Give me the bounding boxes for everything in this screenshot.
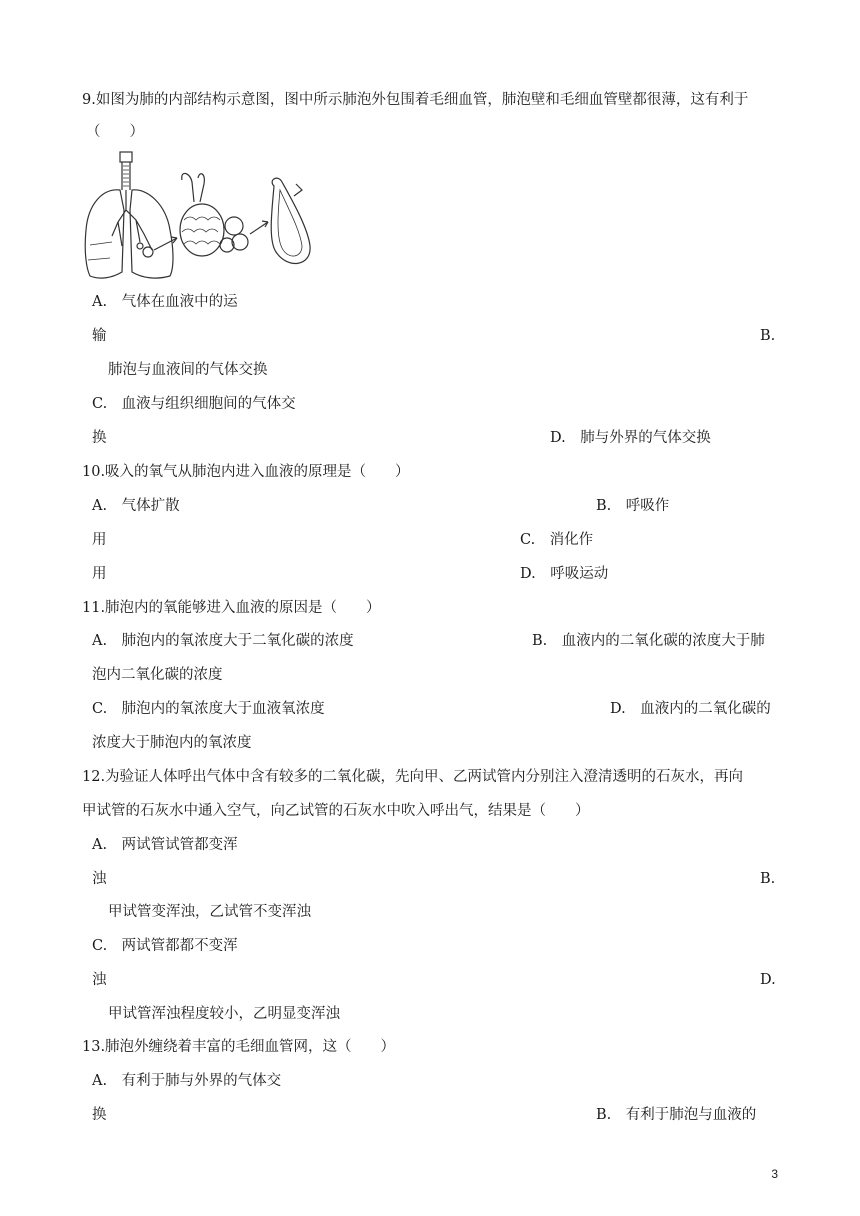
q11-option-b: B. 血液内的二氧化碳的浓度大于肺 [532,633,765,649]
q9-option-d: D. 肺与外界的气体交换 [550,430,711,446]
q11-option-a: A. 肺泡内的氧浓度大于二氧化碳的浓度 [92,633,354,649]
q13-stem: 13.肺泡外缠绕着丰富的毛细血管网，这（ ） [82,1039,396,1055]
q9-stem-line1: 9.如图为肺的内部结构示意图，图中所示肺泡外包围着毛细血管，肺泡壁和毛细血管壁都很薄，这有利于 [82,92,749,108]
q10-option-b: B. 呼吸作 [596,498,670,514]
lung-structure-figure [82,150,322,285]
q12-option-b-text: 甲试管变浑浊，乙试管不变浑浊 [108,904,311,920]
q10-option-c-continued: 用 [92,566,107,582]
q10-option-a: A. 气体扩散 [92,498,180,514]
q13-option-b: B. 有利于肺泡与血液的 [596,1107,757,1123]
q9-option-a-part2: 输 [92,328,107,344]
q10-option-c: C. 消化作 [520,532,594,548]
q10-option-b-continued: 用 [92,532,107,548]
page-number: 3 [771,1167,778,1181]
q11-option-d-continued: 浓度大于肺泡内的氧浓度 [92,735,252,751]
q13-option-a-part1: A. 有利于肺与外界的气体交 [92,1073,282,1089]
q12-option-b-label: B. [760,871,776,887]
q12-option-d-text: 甲试管浑浊程度较小，乙明显变浑浊 [108,1006,340,1022]
q9-option-b-label: B. [760,328,776,344]
q10-stem: 10.吸入的氧气从肺泡内进入血液的原理是（ ） [82,464,410,480]
q9-option-c-part1: C. 血液与组织细胞间的气体交 [92,396,296,412]
q9-option-a-part1: A. 气体在血液中的运 [92,294,238,310]
q12-stem-line1: 12.为验证人体呼出气体中含有较多的二氧化碳，先向甲、乙两试管内分别注入澄清透明的石灰水，再向 [82,769,744,785]
q12-option-d-label: D. [760,972,776,988]
q11-option-b-continued: 泡内二氧化碳的浓度 [92,667,223,683]
q12-stem-line2: 甲试管的石灰水中通入空气，向乙试管的石灰水中吹入呼出气，结果是（ ） [82,803,590,819]
q12-option-c-part1: C. 两试管都都不变浑 [92,938,238,954]
q11-option-d: D. 血液内的二氧化碳的 [610,701,771,717]
q12-option-c-part2: 浊 [92,972,107,988]
q11-option-c: C. 肺泡内的氧浓度大于血液氧浓度 [92,701,325,717]
q11-stem: 11.肺泡内的氧能够进入血液的原因是（ ） [82,600,381,616]
q9-option-b-text: 肺泡与血液间的气体交换 [108,362,268,378]
q10-option-d: D. 呼吸运动 [520,566,609,582]
q13-option-a-part2: 换 [92,1107,107,1123]
q12-option-a-part1: A. 两试管试管都变浑 [92,837,238,853]
q9-stem-line2: （ ） [86,124,144,140]
q12-option-a-part2: 浊 [92,871,107,887]
q9-option-c-part2: 换 [92,430,107,446]
